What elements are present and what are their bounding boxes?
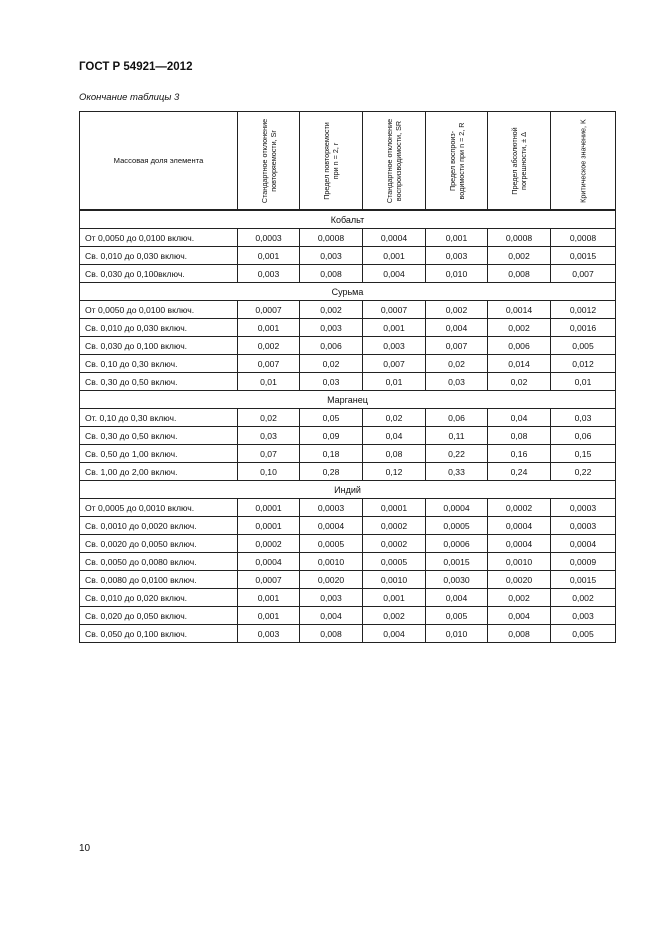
table-caption: Окончание таблицы 3 xyxy=(79,92,180,103)
table-row xyxy=(80,535,616,553)
table-cell: 0,0005 xyxy=(363,553,426,571)
table-cell: 0,0015 xyxy=(426,553,488,571)
column-header: Предел повторяемости при n = 2, r xyxy=(300,112,363,211)
column-header: Критическое значение, K xyxy=(551,112,616,211)
table-cell: 0,28 xyxy=(300,463,363,481)
column-header: Массовая доля элемента xyxy=(80,112,238,211)
table-cell: 0,03 xyxy=(238,427,300,445)
table-cell: 0,04 xyxy=(363,427,426,445)
table-cell: 0,0002 xyxy=(363,535,426,553)
table-cell: 0,007 xyxy=(363,355,426,373)
table-cell: 0,001 xyxy=(238,247,300,265)
document-code: ГОСТ Р 54921—2012 xyxy=(79,61,193,73)
table-row xyxy=(80,553,616,571)
section-title: Сурьма xyxy=(80,283,616,301)
table-cell: 0,08 xyxy=(363,445,426,463)
table-cell: 0,0008 xyxy=(300,229,363,247)
table-cell: 0,002 xyxy=(488,247,551,265)
table-cell: 0,0010 xyxy=(363,571,426,589)
table-cell: 0,004 xyxy=(300,607,363,625)
table-cell: 0,0002 xyxy=(488,499,551,517)
table-cell: 0,0016 xyxy=(551,319,616,337)
table-cell: 0,0005 xyxy=(426,517,488,535)
table-cell: 0,01 xyxy=(551,373,616,391)
table-cell: 0,16 xyxy=(488,445,551,463)
row-label: Св. 0,030 до 0,100 включ. xyxy=(80,337,238,355)
page-number: 10 xyxy=(79,843,91,854)
table-cell: 0,0002 xyxy=(238,535,300,553)
table-cell: 0,15 xyxy=(551,445,616,463)
table-cell: 0,0002 xyxy=(363,517,426,535)
row-label: Св. 0,0080 до 0,0100 включ. xyxy=(80,571,238,589)
table-cell: 0,0015 xyxy=(551,247,616,265)
row-label: Св. 0,50 до 1,00 включ. xyxy=(80,445,238,463)
column-header: Стандартное отклонение воспроизводимости, SR xyxy=(363,112,426,211)
header-row xyxy=(80,112,616,211)
table-cell: 0,12 xyxy=(363,463,426,481)
table-cell: 0,0020 xyxy=(300,571,363,589)
table-cell: 0,002 xyxy=(426,301,488,319)
table-cell: 0,003 xyxy=(238,625,300,643)
table-cell: 0,004 xyxy=(363,625,426,643)
table-cell: 0,01 xyxy=(238,373,300,391)
table-cell: 0,03 xyxy=(300,373,363,391)
table-row xyxy=(80,607,616,625)
table-cell: 0,05 xyxy=(300,409,363,427)
row-label: Св. 0,010 до 0,030 включ. xyxy=(80,247,238,265)
table-cell: 0,001 xyxy=(363,319,426,337)
row-label: Св. 0,030 до 0,100включ. xyxy=(80,265,238,283)
table-cell: 0,0003 xyxy=(238,229,300,247)
section-row xyxy=(80,391,616,409)
table-cell: 0,004 xyxy=(426,589,488,607)
table-cell: 0,02 xyxy=(300,355,363,373)
table-cell: 0,001 xyxy=(363,589,426,607)
table-cell: 0,06 xyxy=(426,409,488,427)
table-cell: 0,005 xyxy=(551,625,616,643)
section-row xyxy=(80,481,616,499)
table-cell: 0,012 xyxy=(551,355,616,373)
table-cell: 0,0007 xyxy=(238,571,300,589)
table-cell: 0,002 xyxy=(238,337,300,355)
table-cell: 0,004 xyxy=(488,607,551,625)
column-header: Предел воспроиз-водимости при n = 2, R xyxy=(426,112,488,211)
column-header: Предел абсолютной погрешности, ± Δ xyxy=(488,112,551,211)
column-header: Стандартное отклонение повторяемости, Sr xyxy=(238,112,300,211)
table-cell: 0,008 xyxy=(488,265,551,283)
table-cell: 0,014 xyxy=(488,355,551,373)
table-cell: 0,0014 xyxy=(488,301,551,319)
table-cell: 0,0004 xyxy=(238,553,300,571)
table-cell: 0,02 xyxy=(238,409,300,427)
table-cell: 0,02 xyxy=(488,373,551,391)
table-cell: 0,004 xyxy=(426,319,488,337)
table-row xyxy=(80,247,616,265)
table-cell: 0,10 xyxy=(238,463,300,481)
table-cell: 0,005 xyxy=(426,607,488,625)
table-cell: 0,09 xyxy=(300,427,363,445)
table-cell: 0,0008 xyxy=(488,229,551,247)
table-cell: 0,008 xyxy=(488,625,551,643)
table-cell: 0,001 xyxy=(238,607,300,625)
table-row xyxy=(80,445,616,463)
row-label: Св. 0,30 до 0,50 включ. xyxy=(80,373,238,391)
table-cell: 0,007 xyxy=(551,265,616,283)
table-cell: 0,0010 xyxy=(488,553,551,571)
row-label: Св. 0,0050 до 0,0080 включ. xyxy=(80,553,238,571)
table-cell: 0,004 xyxy=(363,265,426,283)
table-cell: 0,0010 xyxy=(300,553,363,571)
table-cell: 0,003 xyxy=(426,247,488,265)
table-cell: 0,0030 xyxy=(426,571,488,589)
row-label: Св. 0,10 до 0,30 включ. xyxy=(80,355,238,373)
table-cell: 0,002 xyxy=(300,301,363,319)
table-cell: 0,11 xyxy=(426,427,488,445)
row-label: От 0,0050 до 0,0100 включ. xyxy=(80,229,238,247)
table-cell: 0,33 xyxy=(426,463,488,481)
table-cell: 0,0004 xyxy=(363,229,426,247)
row-label: От 0,0050 до 0,0100 включ. xyxy=(80,301,238,319)
table-cell: 0,0007 xyxy=(363,301,426,319)
table-cell: 0,06 xyxy=(551,427,616,445)
table-cell: 0,04 xyxy=(488,409,551,427)
table-cell: 0,002 xyxy=(363,607,426,625)
table-cell: 0,002 xyxy=(551,589,616,607)
data-table xyxy=(79,111,616,643)
row-label: Св. 0,30 до 0,50 включ. xyxy=(80,427,238,445)
row-label: Св. 0,050 до 0,100 включ. xyxy=(80,625,238,643)
table-cell: 0,0005 xyxy=(300,535,363,553)
table-cell: 0,0004 xyxy=(551,535,616,553)
table-cell: 0,0009 xyxy=(551,553,616,571)
table-cell: 0,006 xyxy=(300,337,363,355)
table-cell: 0,0004 xyxy=(488,535,551,553)
table-cell: 0,007 xyxy=(426,337,488,355)
table-row xyxy=(80,265,616,283)
table-cell: 0,005 xyxy=(551,337,616,355)
table-cell: 0,03 xyxy=(426,373,488,391)
section-title: Марганец xyxy=(80,391,616,409)
table-cell: 0,003 xyxy=(300,247,363,265)
table-cell: 0,001 xyxy=(363,247,426,265)
table-cell: 0,002 xyxy=(488,589,551,607)
table-cell: 0,0020 xyxy=(488,571,551,589)
table-cell: 0,0003 xyxy=(551,499,616,517)
table-cell: 0,0001 xyxy=(238,499,300,517)
table-row xyxy=(80,409,616,427)
table-row xyxy=(80,337,616,355)
table-row xyxy=(80,319,616,337)
table-cell: 0,0001 xyxy=(238,517,300,535)
row-label: От. 0,10 до 0,30 включ. xyxy=(80,409,238,427)
table-cell: 0,0007 xyxy=(238,301,300,319)
table-cell: 0,0004 xyxy=(426,499,488,517)
table-cell: 0,0003 xyxy=(300,499,363,517)
table-cell: 0,0008 xyxy=(551,229,616,247)
table-row xyxy=(80,499,616,517)
table-cell: 0,001 xyxy=(238,319,300,337)
table-row xyxy=(80,301,616,319)
table-row xyxy=(80,427,616,445)
table-cell: 0,0012 xyxy=(551,301,616,319)
table-cell: 0,0015 xyxy=(551,571,616,589)
table-cell: 0,03 xyxy=(551,409,616,427)
table-cell: 0,02 xyxy=(363,409,426,427)
row-label: От 0,0005 до 0,0010 включ. xyxy=(80,499,238,517)
table-cell: 0,002 xyxy=(488,319,551,337)
table-cell: 0,01 xyxy=(363,373,426,391)
section-row xyxy=(80,210,616,229)
row-label: Св. 0,0020 до 0,0050 включ. xyxy=(80,535,238,553)
table-cell: 0,003 xyxy=(363,337,426,355)
table-cell: 0,006 xyxy=(488,337,551,355)
row-label: Св. 0,0010 до 0,0020 включ. xyxy=(80,517,238,535)
table-cell: 0,001 xyxy=(426,229,488,247)
table-row xyxy=(80,571,616,589)
row-label: Св. 0,020 до 0,050 включ. xyxy=(80,607,238,625)
section-title: Индий xyxy=(80,481,616,499)
table-cell: 0,0006 xyxy=(426,535,488,553)
table-cell: 0,0004 xyxy=(300,517,363,535)
table-cell: 0,010 xyxy=(426,265,488,283)
table-cell: 0,24 xyxy=(488,463,551,481)
row-label: Св. 0,010 до 0,020 включ. xyxy=(80,589,238,607)
table-cell: 0,22 xyxy=(426,445,488,463)
section-title: Кобальт xyxy=(80,210,616,229)
table-row xyxy=(80,625,616,643)
table-row xyxy=(80,373,616,391)
table-row xyxy=(80,463,616,481)
table-row xyxy=(80,517,616,535)
table-cell: 0,010 xyxy=(426,625,488,643)
table-cell: 0,003 xyxy=(300,589,363,607)
table-cell: 0,0004 xyxy=(488,517,551,535)
table-cell: 0,003 xyxy=(300,319,363,337)
table-row xyxy=(80,355,616,373)
table-cell: 0,02 xyxy=(426,355,488,373)
table-row xyxy=(80,589,616,607)
table-cell: 0,007 xyxy=(238,355,300,373)
section-row xyxy=(80,283,616,301)
table-cell: 0,07 xyxy=(238,445,300,463)
table-cell: 0,003 xyxy=(238,265,300,283)
row-label: Св. 0,010 до 0,030 включ. xyxy=(80,319,238,337)
table-cell: 0,001 xyxy=(238,589,300,607)
table-cell: 0,008 xyxy=(300,625,363,643)
table-cell: 0,0001 xyxy=(363,499,426,517)
table-cell: 0,003 xyxy=(551,607,616,625)
table-cell: 0,18 xyxy=(300,445,363,463)
table-cell: 0,008 xyxy=(300,265,363,283)
table-cell: 0,0003 xyxy=(551,517,616,535)
table-cell: 0,08 xyxy=(488,427,551,445)
table-row xyxy=(80,229,616,247)
table-cell: 0,22 xyxy=(551,463,616,481)
row-label: Св. 1,00 до 2,00 включ. xyxy=(80,463,238,481)
